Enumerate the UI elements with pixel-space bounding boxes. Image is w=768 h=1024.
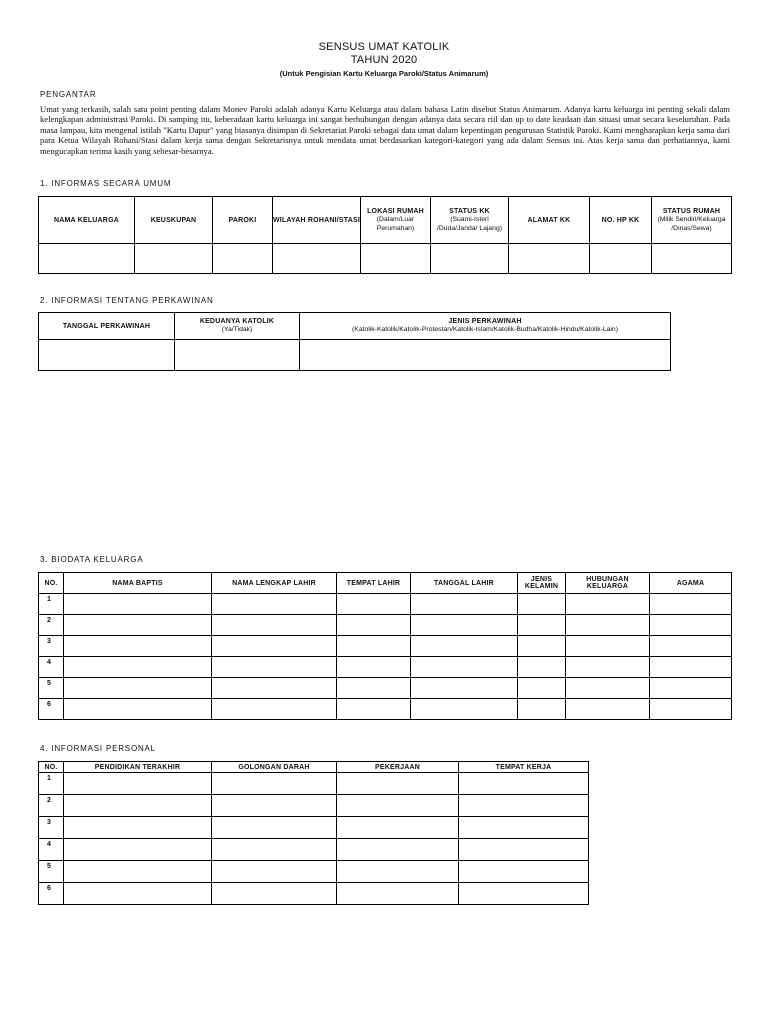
input-cell[interactable] bbox=[273, 244, 361, 274]
col-no-hp: NO. HP KK bbox=[590, 197, 652, 244]
col-keuskupan: KEUSKUPAN bbox=[135, 197, 213, 244]
row-number: 6 bbox=[39, 883, 64, 905]
section4-heading: 4. INFORMASI PERSONAL bbox=[40, 744, 156, 753]
row-number: 4 bbox=[39, 839, 64, 861]
form-title: SENSUS UMAT KATOLIK bbox=[318, 41, 450, 53]
col-pendidikan: PENDIDIKAN TERAKHIR bbox=[64, 762, 212, 773]
col-paroki: PAROKI bbox=[213, 197, 273, 244]
family-biodata-table bbox=[38, 572, 732, 720]
row-number: 4 bbox=[39, 657, 64, 678]
table-row bbox=[39, 244, 732, 274]
table-row bbox=[39, 883, 589, 905]
col-wilayah: WILAYAH ROHANI/STASI bbox=[273, 197, 361, 244]
table-row bbox=[39, 636, 732, 657]
input-cell[interactable] bbox=[509, 244, 590, 274]
input-cell[interactable] bbox=[135, 244, 213, 274]
col-no: NO. bbox=[39, 573, 64, 594]
col-agama: AGAMA bbox=[650, 573, 732, 594]
table-row bbox=[39, 773, 589, 795]
row-number: 3 bbox=[39, 636, 64, 657]
row-number: 1 bbox=[39, 594, 64, 615]
col-tempat-kerja: TEMPAT KERJA bbox=[459, 762, 589, 773]
col-nama-baptis: NAMA BAPTIS bbox=[64, 573, 212, 594]
row-number: 1 bbox=[39, 773, 64, 795]
col-hubungan: HUBUNGAN KELUARGA bbox=[566, 573, 650, 594]
input-cell[interactable] bbox=[652, 244, 732, 274]
table-row bbox=[39, 615, 732, 636]
table-row bbox=[39, 699, 732, 720]
col-pekerjaan: PEKERJAAN bbox=[337, 762, 459, 773]
form-subtitle: (Untuk Pengisian Kartu Keluarga Paroki/Status Animarum) bbox=[279, 69, 489, 78]
row-number: 2 bbox=[39, 615, 64, 636]
input-cell[interactable] bbox=[39, 244, 135, 274]
personal-info-table bbox=[38, 761, 589, 905]
intro-paragraph: Umat yang terkasih, salah satu point penting dalam Monev Paroki adalah adanya Kartu Keluarga atau dalam bahasa Latin disebut Status Animarum. Adanya kartu keluarga ini penting sekali dalam kelengkapan administrasi Paroki. Di samping itu, keberadaan kartu keluarga ini sangat berhubungan dengan adanya data secara riil dan up to date keadaan dan situasi umat secara keseluruhan. Pada masa lampau, kita mengenal istilah "Kartu Dapur" yang biasanya disimpan di Sekretariat Paroki sebagai data umat dalam kepentingan pengurusan Statistik Paroki. Kami mengharapkan kerja sama dari para Ketua Wilayah Rohani/Stasi dalam kerja sama dengan Sekretarisnya untuk mendata umat berdasarkan kategori-kategori yang ada dalam Sensus ini. Atas kerja sama dan perhatiannya, kami mengucapkan terima kasih yang sebesar-besarnya. bbox=[40, 104, 730, 156]
col-status-rumah: STATUS RUMAH (Milik Sendiri/Keluarga /Dinas/Sewa) bbox=[652, 197, 732, 244]
row-number: 5 bbox=[39, 861, 64, 883]
general-info-table bbox=[38, 196, 732, 274]
table-row bbox=[39, 678, 732, 699]
input-cell[interactable] bbox=[590, 244, 652, 274]
input-cell[interactable] bbox=[361, 244, 431, 274]
col-golongan-darah: GOLONGAN DARAH bbox=[212, 762, 337, 773]
table-row bbox=[39, 839, 589, 861]
row-number: 3 bbox=[39, 817, 64, 839]
col-jenis-perkawinan: JENIS PERKAWINAH (Katolik-Katolik/Katolik-Protestan/Katolik-Islam/Katolik-Budha/Katolik-Hindu/Katolik-Lain) bbox=[300, 313, 671, 340]
table-row bbox=[39, 795, 589, 817]
form-year: TAHUN 2020 bbox=[350, 54, 418, 66]
col-tanggal-lahir: TANGGAL LAHIR bbox=[411, 573, 518, 594]
col-no: NO. bbox=[39, 762, 64, 773]
col-jenis-kelamin: JENIS KELAMIN bbox=[518, 573, 566, 594]
section3-heading: 3. BIODATA KELUARGA bbox=[40, 555, 144, 564]
col-alamat-kk: ALAMAT KK bbox=[509, 197, 590, 244]
table-row bbox=[39, 861, 589, 883]
table-row bbox=[39, 594, 732, 615]
intro-heading: PENGANTAR bbox=[40, 90, 97, 99]
row-number: 2 bbox=[39, 795, 64, 817]
marriage-info-table bbox=[38, 312, 671, 371]
input-cell[interactable] bbox=[431, 244, 509, 274]
col-tempat-lahir: TEMPAT LAHIR bbox=[337, 573, 411, 594]
col-nama-keluarga: NAMA KELUARGA bbox=[39, 197, 135, 244]
row-number: 5 bbox=[39, 678, 64, 699]
section1-heading: 1. INFORMAS SECARA UMUM bbox=[40, 179, 172, 188]
col-nama-lengkap: NAMA LENGKAP LAHIR bbox=[212, 573, 337, 594]
section2-heading: 2. INFORMASI TENTANG PERKAWINAN bbox=[40, 296, 214, 305]
col-keduanya-katolik: KEDUANYA KATOLIK (Ya/Tidak) bbox=[175, 313, 300, 340]
row-number: 6 bbox=[39, 699, 64, 720]
input-cell[interactable] bbox=[300, 340, 671, 371]
input-cell[interactable] bbox=[175, 340, 300, 371]
table-row bbox=[39, 657, 732, 678]
col-status-kk: STATUS KK (Suami-Isteri /Duda/Janda/ Lajang) bbox=[431, 197, 509, 244]
input-cell[interactable] bbox=[39, 340, 175, 371]
table-row bbox=[39, 340, 671, 371]
input-cell[interactable] bbox=[213, 244, 273, 274]
col-tanggal-perkawinan: TANGGAL PERKAWINAH bbox=[39, 313, 175, 340]
col-lokasi-rumah: LOKASI RUMAH (Dalam/Luar Perumahan) bbox=[361, 197, 431, 244]
table-row bbox=[39, 817, 589, 839]
